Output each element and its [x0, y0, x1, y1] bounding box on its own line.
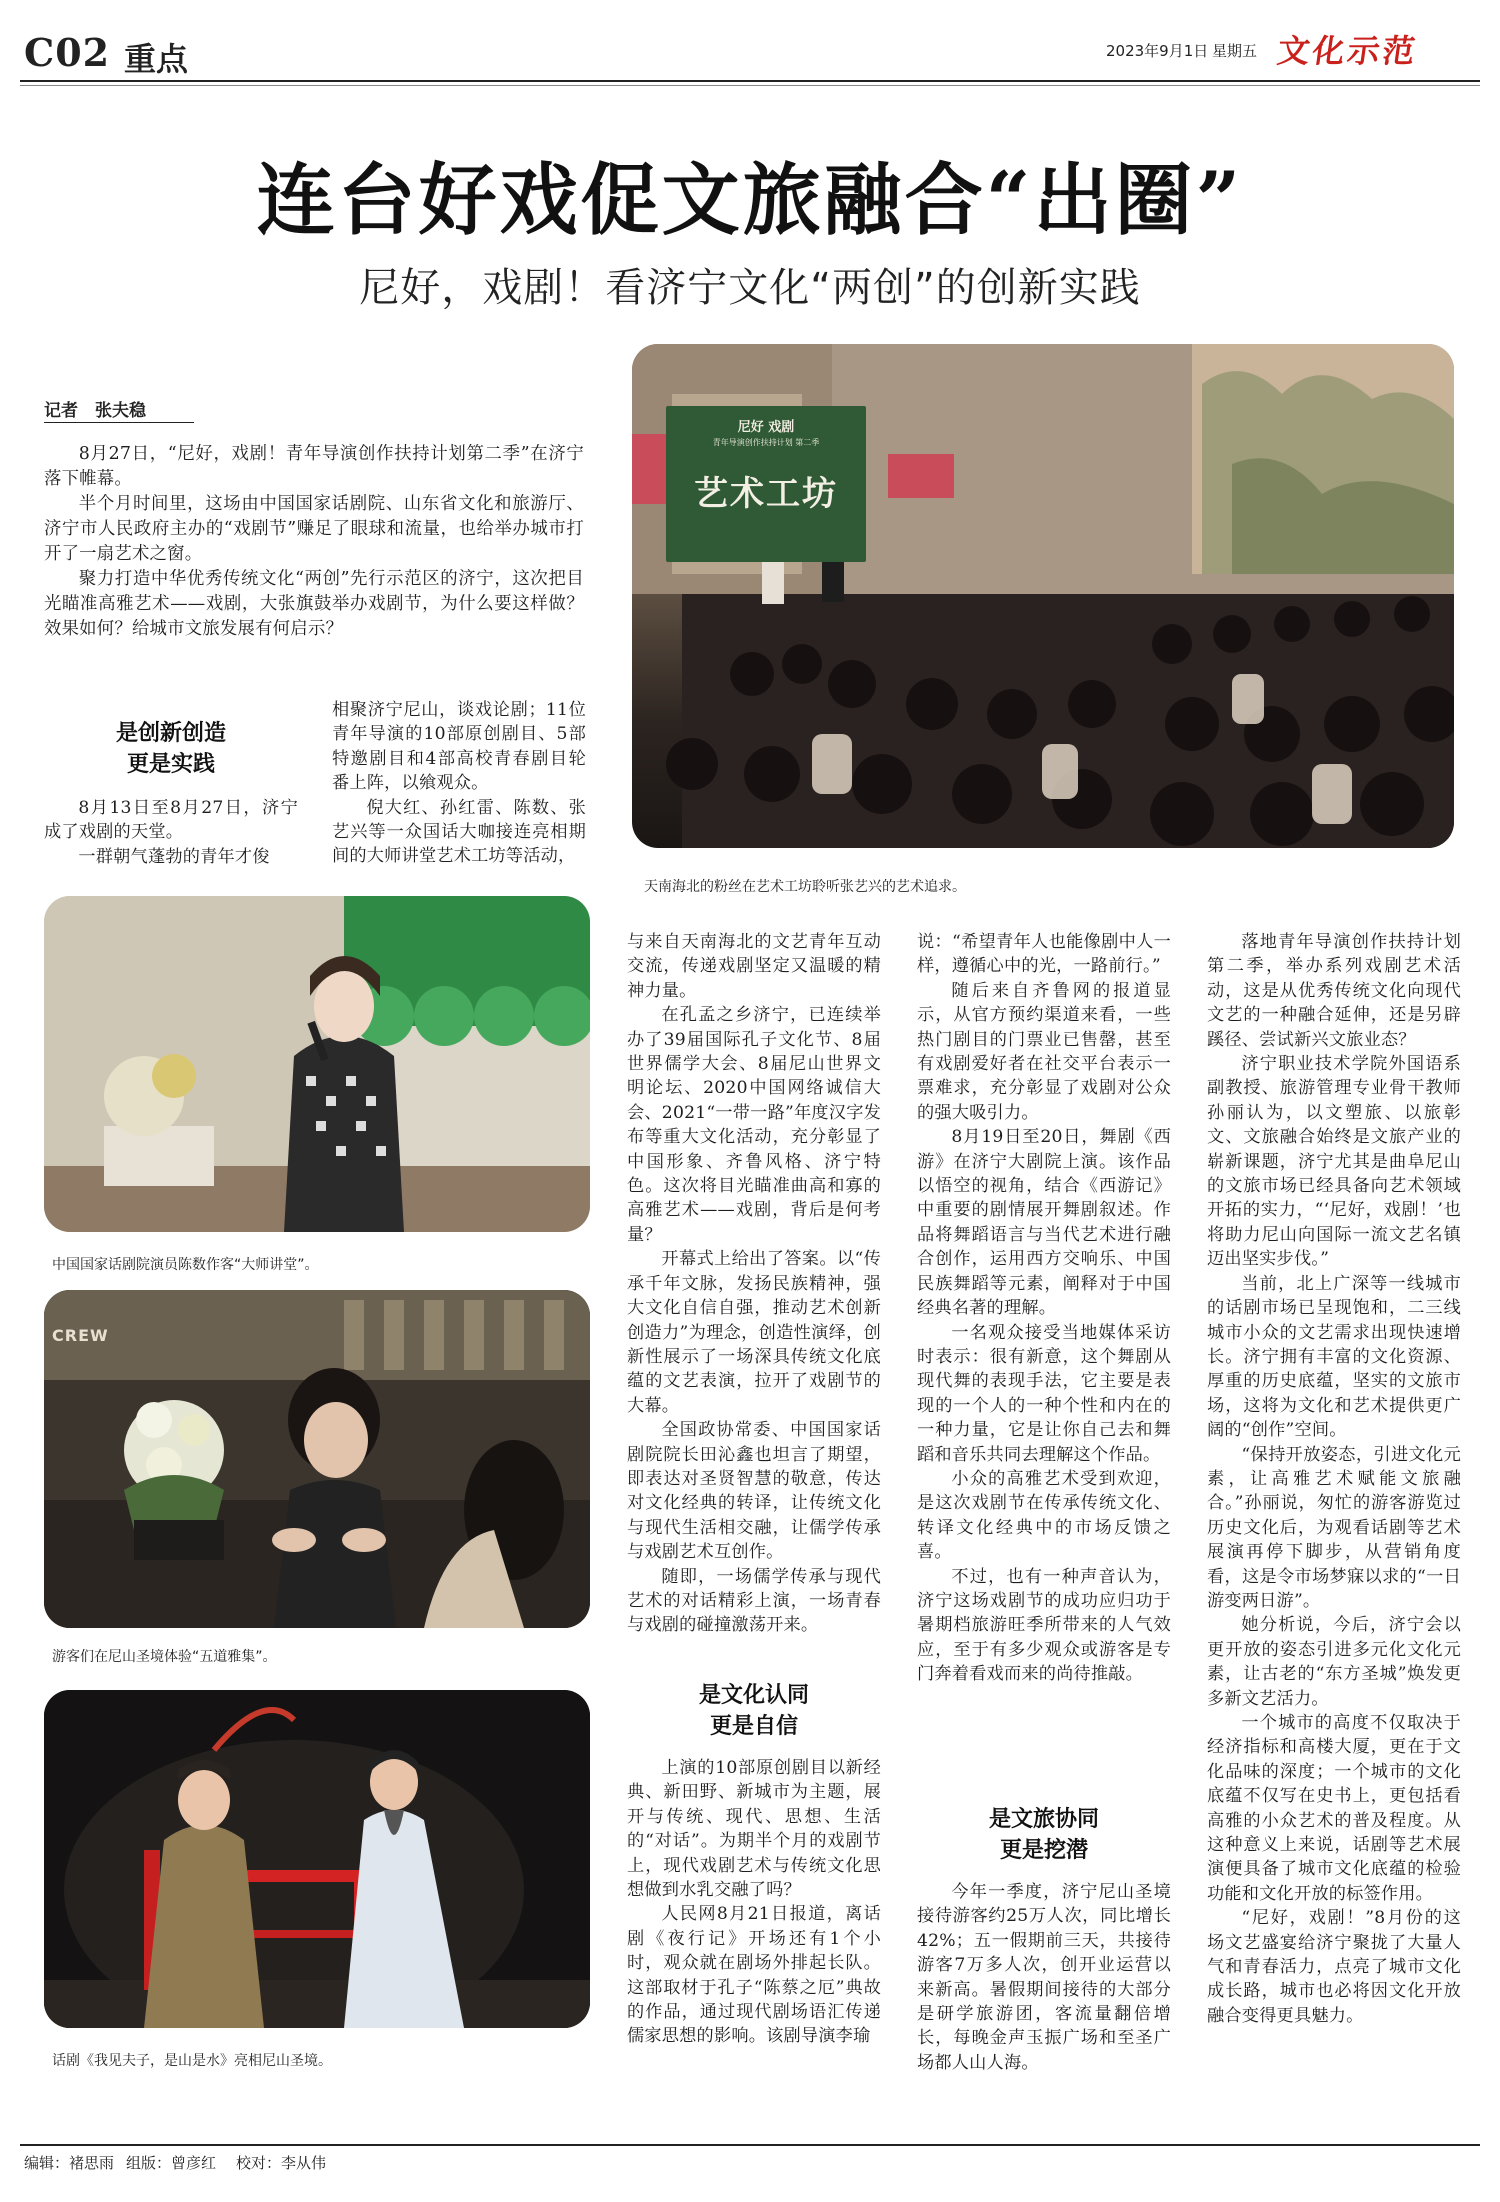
- intro-text: [44, 442, 584, 642]
- byline-underline: [44, 422, 194, 423]
- section1-para: 倪大红、孙红雷、陈数、张艺兴等一众国话大咖接连亮相期间的大师讲堂艺术工坊等活动，: [332, 797, 586, 867]
- subheadline: 尼好，戏剧！看济宁文化“两创”的创新实践: [359, 265, 1141, 311]
- workshop-board: [666, 406, 866, 562]
- section2-heading: [627, 1680, 881, 1742]
- photo-speaker: [44, 896, 590, 1232]
- headline: 连台好戏促文旅融合“出圈”: [256, 155, 1244, 246]
- col5-para: 落地青年导演创作扶持计划第二季，举办系列戏剧艺术活动，这是从优秀传统文化向现代文艺的一种融合延伸，还是另辟蹊径、尝试新兴文旅业态？: [1207, 932, 1461, 1050]
- col4-para: 一名观众接受当地媒体采访时表示：很有新意，这个舞剧从现代舞的表现手法，它主要是表现的一个人的一种个性和内在的一种力量，它是让你自己去和舞蹈和音乐共同去理解这个作品。: [917, 1322, 1171, 1465]
- section1-heading: [48, 718, 294, 780]
- footer-proof: 校对：李从伟: [236, 2154, 327, 2172]
- col4-para: 8月19日至20日，舞剧《西游》在济宁大剧院上演。该作品以悟空的视角，结合《西游记》中重要的剧情展开舞剧叙述。作品将舞蹈语言与当代艺术进行融合创作，运用西方交响乐、中国民族舞蹈等元素，阐释对于中国经典名著的理解。: [917, 1127, 1171, 1319]
- photo-visitors: [44, 1290, 590, 1628]
- footer-layout: 组版：曾彦红: [126, 2154, 217, 2172]
- col3-para: 全国政协常委、中国国家话剧院院长田沁鑫也坦言了期望，即表达对圣贤智慧的敬意，传达对文化经典的转译，让传统文化与现代生活相交融，让儒学传承与戏剧艺术互创作。: [627, 1420, 881, 1563]
- col3-para: 随即，一场儒学传承与现代艺术的对话精彩上演，一场青春与戏剧的碰撞激荡开来。: [627, 1566, 881, 1636]
- page-code: C02: [24, 30, 111, 75]
- col3-para: 与来自天南海北的文艺青年互动交流，传递戏剧坚定又温暖的精神力量。: [627, 932, 881, 1001]
- col3-para: 开幕式上给出了答案。以“传承千年文脉，发扬民族精神，强大文化自信自强，推动艺术创新创造力”为理念，创造性演绎，创新性展示了一场深具传统文化底蕴的文艺表演，拉开了戏剧节的大幕。: [627, 1249, 881, 1416]
- col5-para: 她分析说，今后，济宁会以更开放的姿态引进多元化文化元素，让古老的“东方圣城”焕发更多新文艺活力。: [1207, 1615, 1461, 1709]
- header-rule: [20, 80, 1480, 82]
- section1-para: 一群朝气蓬勃的青年才俊: [78, 846, 270, 867]
- visitors-sign: CREW: [52, 1326, 109, 1345]
- photo-visitors-scene: [44, 1290, 590, 1628]
- workshop-board-line1: 尼好 戏剧: [737, 420, 795, 435]
- col5-para: 当前，北上广深等一线城市的话剧市场已呈现饱和，二三线城市小众的文艺需求出现快速增长。济宁拥有丰富的文化资源、厚重的历史底蕴，坚实的文旅市场，这将为文化和艺术提供更广阔的“创作”空间。: [1207, 1273, 1461, 1441]
- section2-text: [627, 1756, 881, 2049]
- col3-text: [627, 930, 881, 1638]
- footer-editor: 编辑：褚思雨: [24, 2154, 115, 2172]
- header-rule-thin: [20, 85, 1480, 86]
- caption-art-workshop: 天南海北的粉丝在艺术工坊聆听张艺兴的艺术追求。: [644, 879, 966, 895]
- intro-para: 半个月时间里，这场由中国国家话剧院、山东省文化和旅游厅、济宁市人民政府主办的“戏剧节”赚足了眼球和流量，也给举办城市打开了一扇艺术之窗。: [44, 494, 584, 564]
- col4-para: 随后来自齐鲁网的报道显示，从官方预约渠道来看，一些热门剧目的门票业已售罄，甚至有戏剧爱好者在社交平台表示一票难求，充分彰显了戏剧对公众的强大吸引力。: [917, 980, 1171, 1123]
- section1-right-col: [332, 698, 586, 869]
- section2-para: 上演的10部原创剧目以新经典、新田野、新城市为主题，展开与传统、现代、思想、生活的“对话”。为期半个月的戏剧节上，现代戏剧艺术与传统文化思想做到水乳交融了吗？: [627, 1758, 881, 1901]
- intro-para: 8月27日，“尼好，戏剧！青年导演创作扶持计划第二季”在济宁落下帷幕。: [44, 444, 584, 489]
- photo-art-workshop: [632, 344, 1454, 848]
- workshop-board-title: 艺术工坊: [694, 474, 838, 514]
- col3-para: 在孔孟之乡济宁，已连续举办了39届国际孔子文化节、8届世界儒学大会、8届尼山世界文明论坛、2020中国网络诚信大会、2021“一带一路”年度汉字发布等重大文化活动，充分彰显了中国形象、齐鲁风格、济宁特色。这次将目光瞄准曲高和寡的高雅艺术——戏剧，背后是何考量？: [627, 1005, 881, 1245]
- section1-heading-line1: 是创新创造: [115, 721, 226, 746]
- col5-text: [1207, 930, 1461, 2028]
- section3-text: [917, 1880, 1171, 2075]
- section1-para: 8月13日至8月27日，济宁成了戏剧的天堂。: [44, 798, 298, 843]
- section3-heading-line1: 是文旅协同: [988, 1807, 1099, 1832]
- caption-visitors: 游客们在尼山圣境体验“五道雅集”。: [52, 1649, 277, 1665]
- section2-heading-line2: 更是自信: [709, 1714, 798, 1739]
- section3-para: 今年一季度，济宁尼山圣境接待游客约25万人次，同比增长42%；五一假期前三天，共接待游客7万多人次，创开业运营以来新高。暑假期间接待的大部分是研学旅游团，客流量翻倍增长，每晚金声玉振广场和至圣广场都人山人海。: [917, 1882, 1171, 2073]
- photo-stage: [44, 1690, 590, 2028]
- brand-logo: 文化示范: [1275, 32, 1421, 70]
- section2-heading-line1: 是文化认同: [698, 1683, 809, 1708]
- footer-rule: [20, 2144, 1480, 2146]
- issue-weekday: 星期五: [1212, 42, 1258, 60]
- col4-para: 说：“希望青年人也能像剧中人一样，遵循心中的光，一路前行。”: [917, 932, 1171, 977]
- section1-heading-line2: 更是实践: [126, 752, 215, 777]
- section-name: 重点: [124, 40, 189, 78]
- section2-para: 人民网8月21日报道，离话剧《夜行记》开场还有1个小时，观众就在剧场外排起长队。这部取材于孔子“陈蔡之厄”典故的作品，通过现代剧场语汇传递儒家思想的影响。该剧导演李瑜: [627, 1904, 881, 2047]
- section3-heading-line2: 更是挖潜: [999, 1838, 1088, 1863]
- col5-para: 一个城市的高度不仅取决于经济指标和高楼大厦，更在于文化品味的深度；一个城市的文化底蕴不仅写在史书上，更包括看高雅的小众艺术的普及程度。从这种意义上来说，话剧等艺术展演便具备了城市文化底蕴的检验功能和文化开放的标签作用。: [1207, 1713, 1461, 1904]
- caption-speaker: 中国国家话剧院演员陈数作客“大师讲堂”。: [52, 1257, 319, 1273]
- photo-stage-scene: [44, 1690, 590, 2028]
- col4-para: 不过，也有一种声音认为，济宁这场戏剧节的成功应归功于暑期档旅游旺季所带来的人气效应，至于有多少观众或游客是专门奔着看戏而来的尚待推敲。: [917, 1566, 1171, 1685]
- section1-para: 相聚济宁尼山，谈戏论剧；11位青年导演的10部原创剧目、5部特邀剧目和4部高校青春剧目轮番上阵，以飨观众。: [332, 700, 586, 794]
- intro-para: 聚力打造中华优秀传统文化“两创”先行示范区的济宁，这次把目光瞄准高雅艺术——戏剧，大张旗鼓举办戏剧节，为什么要这样做？效果如何？给城市文旅发展有何启示？: [44, 569, 584, 639]
- col5-para: “保持开放姿态，引进文化元素，让高雅艺术赋能文旅融合。”孙丽说，匆忙的游客游览过历史文化后，为观看话剧等艺术展演再停下脚步，从营销角度看，这是令市场梦寐以求的“一日游变两日游”。: [1207, 1444, 1461, 1611]
- col4-text: [917, 930, 1171, 1687]
- photo-speaker-scene: [44, 896, 590, 1232]
- section3-heading: [917, 1804, 1171, 1866]
- col5-para: 济宁职业技术学院外国语系副教授、旅游管理专业骨干教师孙丽认为，以文塑旅、以旅彰文、文旅融合始终是文旅产业的崭新课题，济宁尤其是曲阜尼山的文旅市场已经具备向艺术领域开拓的实力，“‘尼好，戏剧！’也将助力尼山向国际一流文艺名镇迈出坚实步伐。”: [1207, 1054, 1461, 1270]
- issue-date: 2023年9月1日: [1106, 42, 1209, 60]
- section1-left-col: [44, 796, 298, 869]
- col4-para: 小众的高雅艺术受到欢迎，是这次戏剧节在传承传统文化、转译文化经典中的市场反馈之喜。: [917, 1468, 1171, 1563]
- caption-stage: 话剧《我见夫子，是山是水》亮相尼山圣境。: [52, 2053, 332, 2069]
- byline: 记者 张夫稳: [44, 401, 146, 421]
- col5-para: “尼好，戏剧！”8月份的这场文艺盛宴给济宁聚拢了大量人气和青春活力，点亮了城市文化成长路，城市也必将因文化开放融合变得更具魅力。: [1207, 1908, 1461, 2026]
- workshop-board-line2: 青年导演创作扶持计划 第二季: [712, 438, 820, 447]
